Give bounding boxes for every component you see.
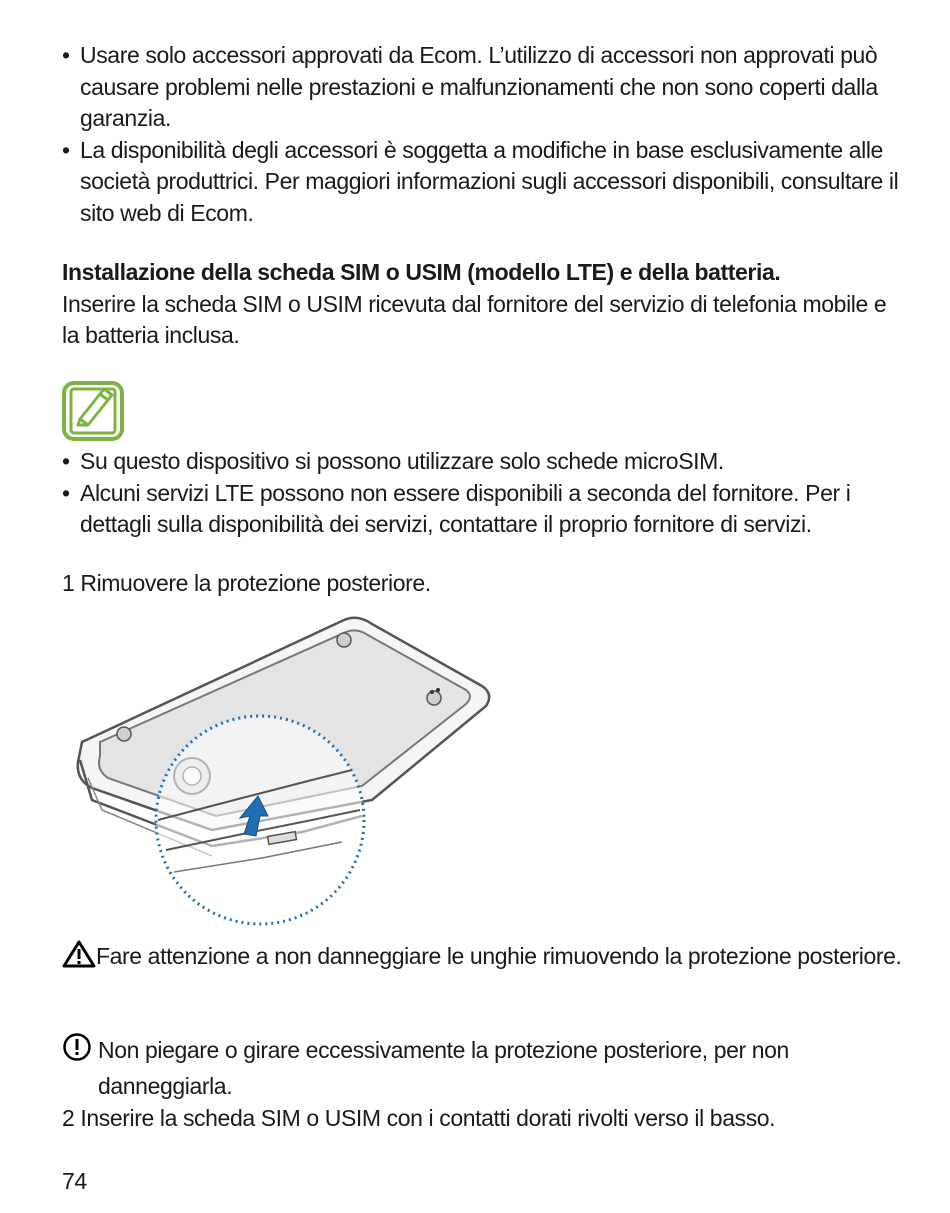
note-pencil-icon [62,381,124,441]
caution-text-line2: danneggiarla. [98,1073,233,1099]
list-item: • Su questo dispositivo si possono utilizzare solo schede microSIM. [62,446,902,478]
note-list [62,446,902,541]
list-item: • Usare solo accessori approvati da Ecom. L’utilizzo di accessori non approvati può causare problemi nelle prestazioni e malfunzionamenti che non sono coperti dalla garanzia. [62,40,902,135]
caution-text-line1: Non piegare o girare eccessivamente la protezione posteriore, per non [98,1037,789,1063]
step-1: 1 Rimuovere la protezione posteriore. [62,570,431,596]
exclamation-circle-icon [62,1032,92,1070]
accessory-notes [62,40,902,229]
section-intro: Inserire la scheda SIM o USIM ricevuta dal fornitore del servizio di telefonia mobile e la batteria inclusa. [62,290,887,348]
step-2: 2 Inserire la scheda SIM o USIM con i contatti dorati rivolti verso il basso. [62,1105,776,1131]
warning-triangle-icon [62,940,96,976]
warning-text: Fare attenzione a non danneggiare le unghie rimuovendo la protezione posteriore. [96,943,902,969]
caution-note [62,1032,902,1134]
sim-section [62,257,902,352]
list-item: • La disponibilità degli accessori è soggetta a modifiche in base esclusivamente alle società produttrici. Per maggiori informazioni sugli accessori disponibili, consultare il sito web di Ecom. [62,135,902,230]
warning-note [62,940,902,976]
list-item: • Alcuni servizi LTE possono non essere disponibili a seconda del fornitore. Per i dettagli sulla disponibilità dei servizi, contattare il proprio fornitore di servizi. [62,478,902,541]
section-heading: Installazione della scheda SIM o USIM (modello LTE) e della batteria. [62,259,781,285]
page-number: 74 [62,1168,87,1194]
back-cover-illustration [62,610,496,934]
